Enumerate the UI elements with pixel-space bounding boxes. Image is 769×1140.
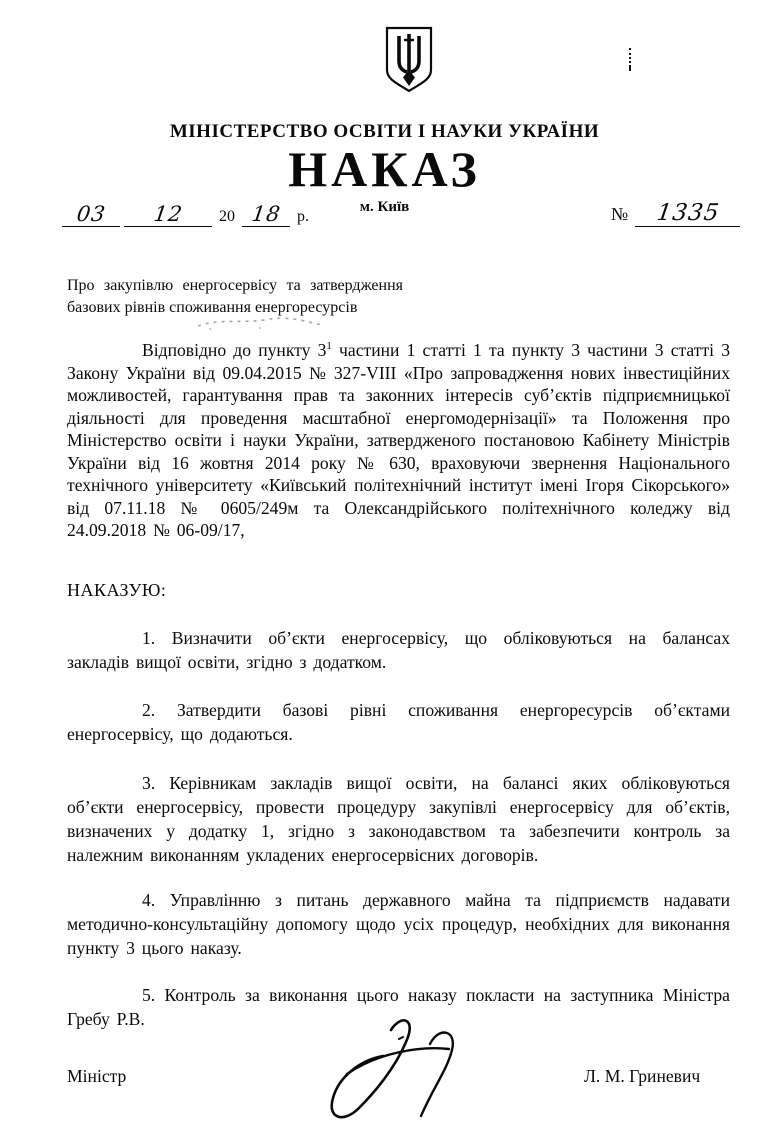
scan-artifact-tick — [629, 65, 631, 71]
superscript-one: 1 — [326, 340, 332, 353]
order-item-2: 2. Затвердити базові рівні споживання енергоресурсів об’єктами енергосервісу, що додаються. — [67, 700, 730, 744]
date-year-handwritten: 18 — [249, 202, 283, 226]
subject-line-2: базових рівнів споживання енергоресурсів — [67, 299, 358, 316]
order-item-5: 5. Контроль за виконання цього наказу покласти на заступника Міністра Гребу Р.В. — [67, 985, 730, 1029]
number-blank — [635, 200, 740, 227]
date-day-blank — [62, 202, 120, 227]
number-handwritten: 1335 — [654, 200, 722, 226]
date-year-suffix: р. — [297, 208, 309, 225]
subject-block — [67, 275, 403, 319]
subject-line-1: Про закупівлю енергосервісу та затвердження — [67, 277, 403, 294]
preamble-text-continued: частини 1 статті 1 та пункту 3 частини 3 статті 3 Закону України від 09.04.2015 № 327-VIII «Про запровадження нових інвестиційних можливостей, гарантування прав та законних інтересів суб’єктів підприємницької діяльності для проведення масштабної енергомодернізації» та Положення про Міністерство освіти і науки України, затвердженого постановою Кабінету Міністрів України від 16 жовтня 2014 року № 630, враховуючи звернення Національного технічного університету «Київський політехнічний інститут імені Ігоря Сікорського» від 07.11.18 № 0605/249м та Олександрійського політехнічного коледжу від 24.09.2018 № 06-09/17, — [67, 340, 730, 540]
date-day-handwritten: 03 — [74, 202, 108, 226]
date-month-handwritten: 12 — [151, 202, 185, 226]
order-item-1: 1. Визначити об’єкти енергосервісу, що обліковуються на балансах закладів вищої освіти, згідно з додатком. — [67, 628, 730, 672]
signer-name: Л. М. Гриневич — [584, 1066, 701, 1086]
trident-icon — [384, 26, 434, 94]
ukraine-trident-emblem — [384, 26, 434, 94]
date-month-blank — [124, 202, 212, 227]
minister-signature — [303, 1012, 483, 1134]
document-title: НАКАЗ — [288, 141, 481, 197]
order-item-4: 4. Управлінню з питань державного майна та підприємств надавати методично-консультаційну допомогу щодо усіх процедур, необхідних для виконання пункту 3 цього наказу. — [67, 890, 730, 958]
signer-position: Міністр — [67, 1066, 127, 1086]
ministry-name: МІНІСТЕРСТВО ОСВІТИ І НАУКИ УКРАЇНИ — [169, 121, 600, 142]
order-word: НАКАЗУЮ: — [67, 580, 167, 600]
order-item-3: 3. Керівникам закладів вищої освіти, на балансі яких обліковуються об’єкти енергосервісу, провести процедуру закупівлі енергосервісу для об’єктів, визначених у додатку 1, згідно з законодавством та забезпечити контроль за належним виконанням укладених енергосервісних договорів. — [67, 773, 730, 865]
date-field — [62, 202, 312, 227]
date-century-printed: 20 — [219, 208, 235, 225]
number-field — [608, 200, 740, 227]
number-label: № — [611, 204, 629, 224]
city-label: м. Київ — [359, 199, 410, 215]
scan-artifact — [629, 48, 631, 72]
preamble-text: Відповідно до пункту 3 — [142, 340, 327, 360]
date-year-blank — [242, 202, 290, 227]
pencil-smudge — [190, 314, 330, 332]
scan-artifact-dots — [629, 48, 631, 63]
preamble-paragraph — [67, 339, 730, 542]
